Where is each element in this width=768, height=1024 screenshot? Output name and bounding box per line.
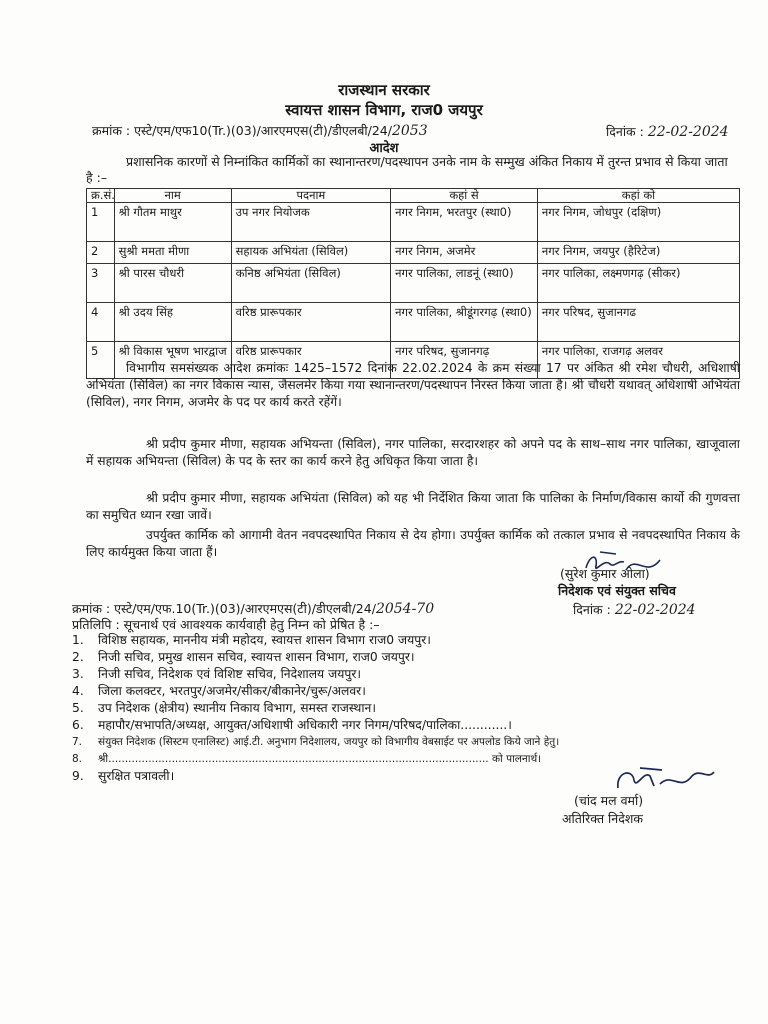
list-item: 4. जिला कलक्टर, भरतपुर/अजमेर/सीकर/बीकानेर/चुरू/अलवर। xyxy=(72,684,366,698)
cell-to: नगर पालिका, राजगढ़ अलवर xyxy=(537,342,739,379)
department-heading: स्वायत्त शासन विभाग, राज0 जयपुर xyxy=(285,101,483,119)
cell-serial: 2 xyxy=(87,242,115,264)
cell-designation: कनिष्ठ अभियंता (सिविल) xyxy=(231,264,391,303)
table-header-row xyxy=(87,189,740,203)
paragraph-quality-directive: श्री प्रदीप कुमार मीणा, सहायक अभियंता (सिविल) को यह भी निर्देशित किया जाता कि पालिका के निर्माण/विकास कार्यो की गुणवत्ता का समुचित ध्यान रखा जावें। xyxy=(86,491,740,522)
order-intro: प्रशासनिक कारणों से निम्नांकित कार्मिकों का स्थानान्तरण/पदस्थापन उनके नाम के सम्मुख अंकित निकाय में तुरन्त प्रभाव से किया जाता है :– xyxy=(86,154,728,185)
cell-designation: सहायक अभियंता (सिविल) xyxy=(231,242,391,264)
table-row xyxy=(87,203,740,242)
cell-from: नगर निगम, अजमेर xyxy=(391,242,538,264)
transfer-table xyxy=(86,188,740,379)
govt-heading: राजस्थान सरकार xyxy=(338,81,430,99)
cell-to: नगर पालिका, लक्ष्मणगढ़ (सीकर) xyxy=(537,264,739,303)
cell-serial: 4 xyxy=(87,303,115,342)
list-item: 3. निजी सचिव, निदेशक एवं विशिष्ट सचिव, निदेशालय जयपुर। xyxy=(72,667,362,681)
cell-designation: उप नगर नियोजक xyxy=(231,203,391,242)
table-row xyxy=(87,303,740,342)
list-item: 5. उप निदेशक (क्षेत्रीय) स्थानीय निकाय विभाग, समस्त राजस्थान। xyxy=(72,701,376,715)
list-item: 9. सुरक्षित पत्रावली। xyxy=(72,769,175,783)
list-item: 7. संयुक्त निदेशक (सिस्टम एनालिस्ट) आई.टी. अनुभाग निदेशालय, जयपुर को विभागीय वेबसाईट पर अपलोड किये जाने हेतु। xyxy=(72,736,560,748)
signatory-1-name: (सुरेश कुमार ओला) xyxy=(560,566,650,581)
cell-name: श्री गौतम माथुर xyxy=(114,203,231,242)
paragraph-cancellation: विभागीय समसंख्यक आदेश क्रमांकः 1425–1572 दिनांक 22.02.2024 के क्रम संख्या 17 पर अंकित श्री रमेश चौधरी, अधिशाषी अभियंता (सिविल) का नगर विकास न्यास, जैसलमेर किया गया स्थानान्तरण/पदस्थापन निरस्त किया जाता है। श्री चौधरी यथावत् अधिशाषी अभियंता (सिविल), नगर निगम, अजमेर के पद पर कार्य करते रहेंगें। xyxy=(86,361,741,409)
column-header-designation: पदनाम xyxy=(231,189,391,203)
cell-from: नगर परिषद, सुजानगढ़ xyxy=(391,342,538,379)
list-item: 8. श्री.................................................................................................................. को पालनार्थ। xyxy=(72,753,542,765)
list-item: 2. निजी सचिव, प्रमुख शासन सचिव, स्वायत्त शासन विभाग, राज0 जयपुर। xyxy=(72,650,415,664)
signatory-2-name: (चांद मल वर्मा) xyxy=(574,793,644,808)
list-item: 6. महापौर/सभापति/अध्यक्ष, आयुक्त/अधिशाषी अधिकारी नगर निगम/परिषद/पालिका............। xyxy=(72,718,512,732)
copy-date-label: दिनांक : xyxy=(573,602,611,617)
copy-date xyxy=(573,601,696,618)
list-item: 1. विशिष्ठ सहायक, माननीय मंत्री महोदय, स्वायत्त शासन विभाग राज0 जयपुर। xyxy=(72,633,431,647)
order-title: आदेश xyxy=(369,141,399,156)
column-header-name: नाम xyxy=(114,189,231,203)
cell-to: नगर निगम, जयपुर (हैरिटेज) xyxy=(537,242,739,264)
column-header-from: कहां से xyxy=(391,189,538,203)
signatory-1-designation: निदेशक एवं संयुक्त सचिव xyxy=(558,583,676,598)
order-reference-number: 2053 xyxy=(391,123,428,139)
cell-name: श्री उदय सिंह xyxy=(114,303,231,342)
signatory-2-designation: अतिरिक्त निदेशक xyxy=(562,811,643,826)
cell-name: सुश्री ममता मीणा xyxy=(114,242,231,264)
cell-to: नगर परिषद, सुजानगढ xyxy=(537,303,739,342)
paragraph-additional-charge: श्री प्रदीप कुमार मीणा, सहायक अभियन्ता (सिविल), नगर पालिका, सरदारशहर को अपने पद के साथ–साथ नगर पालिका, खाजूवाला में सहायक अभियन्ता (सिविल) के पद के स्तर का कार्य करने हेतु अधिकृत किया जाता है। xyxy=(86,437,740,468)
cell-to: नगर निगम, जोधपुर (दक्षिण) xyxy=(537,203,739,242)
cell-from: नगर निगम, भरतपुर (स्था0) xyxy=(391,203,538,242)
column-header-to: कहां को xyxy=(537,189,739,203)
order-reference-label: क्रमांक : एस्टे/एम/एफ10(Tr.)(03)/आरएमएस(टी)/डीएलबी/24/ xyxy=(92,123,392,138)
cell-serial: 3 xyxy=(87,264,115,303)
copy-date-value: 22-02-2024 xyxy=(614,602,696,618)
copy-reference-number: 2054-70 xyxy=(375,601,435,617)
order-reference xyxy=(92,122,428,139)
cell-name: श्री विकास भूषण भारद्वाज xyxy=(114,342,231,379)
order-date-value: 22-02-2024 xyxy=(647,124,729,140)
table-row xyxy=(87,242,740,264)
table-row xyxy=(87,264,740,303)
copy-reference xyxy=(72,600,434,617)
cell-serial: 1 xyxy=(87,203,115,242)
cell-from: नगर पालिका, लाडनूं (स्था0) xyxy=(391,264,538,303)
cell-name: श्री पारस चौधरी xyxy=(114,264,231,303)
order-date-label: दिनांक : xyxy=(606,124,644,139)
copy-intro: प्रतिलिपि : सूचनार्थ एवं आवश्यक कार्यवाही हेतु निम्न को प्रेषित है :– xyxy=(72,617,380,632)
cell-designation: वरिष्ठ प्रारूपकार xyxy=(231,303,391,342)
cell-serial: 5 xyxy=(87,342,115,379)
paragraph-salary-relieving: उपर्युक्त कार्मिक को आगामी वेतन नवपदस्थापित निकाय से देय होगा। उपर्युक्त कार्मिक को तत्काल प्रभाव से नवपदस्थापित निकाय के लिए कार्यमुक्त किया जाता हैं। xyxy=(86,528,740,559)
copy-reference-label: क्रमांक : एस्टे/एम/एफ.10(Tr.)(03)/आरएमएस(टी)/डीएलबी/24/ xyxy=(72,601,376,616)
cell-designation: वरिष्ठ प्रारूपकार xyxy=(231,342,391,379)
cell-from: नगर पालिका, श्रीडूंगरगढ़ (स्था0) xyxy=(391,303,538,342)
column-header-serial: क्र.सं. xyxy=(87,189,115,203)
